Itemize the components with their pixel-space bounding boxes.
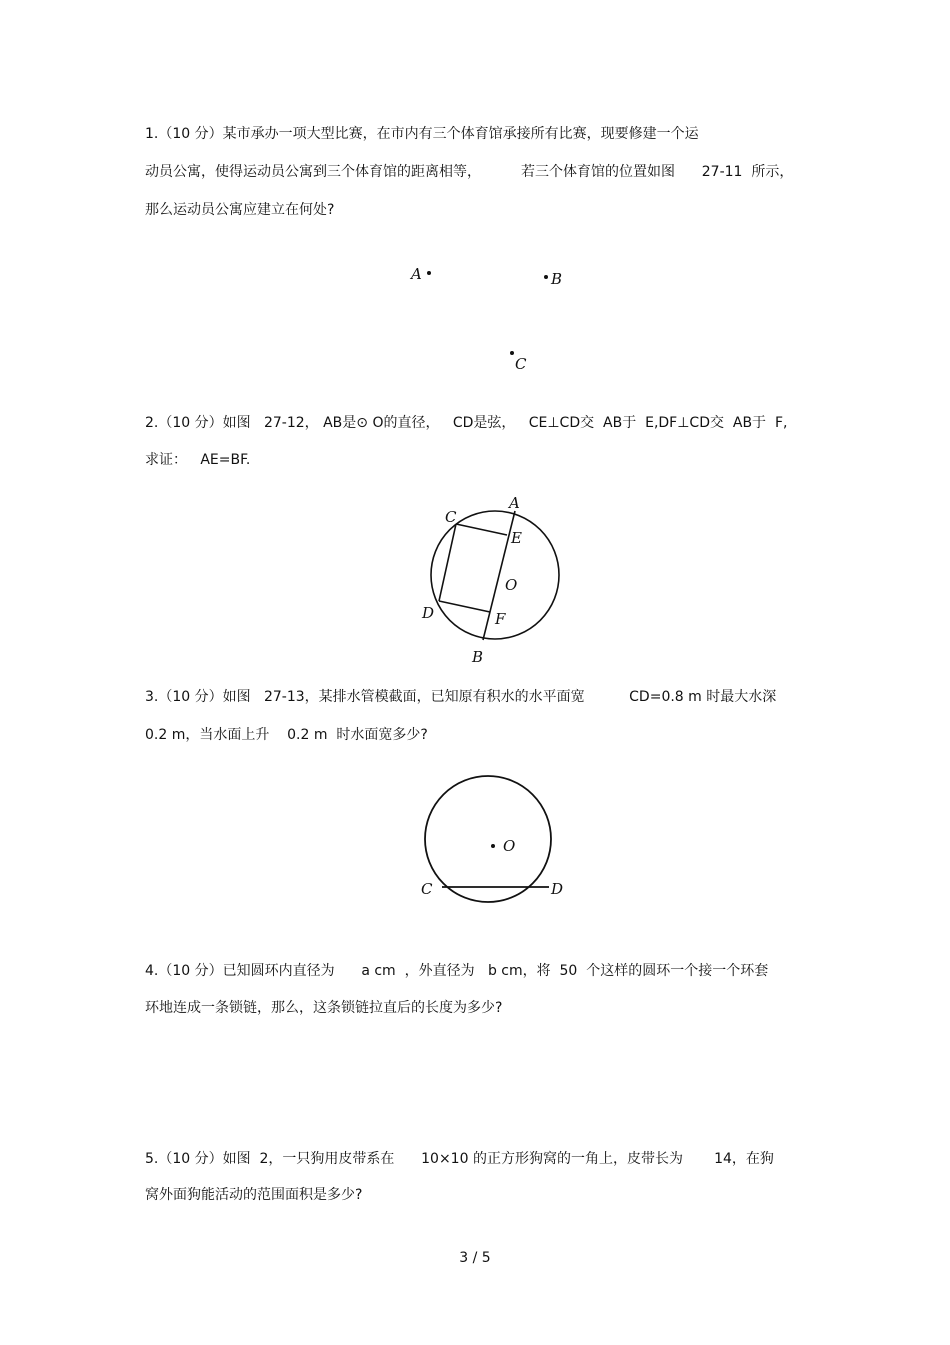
pipe-circle (425, 776, 551, 902)
q1-line-1: 1.（10 分）某市承办一项大型比赛，在市内有三个体育馆承接所有比赛，现要修建一个运 (145, 126, 699, 142)
q4-line-2: 环地连成一条锁链，那么，这条锁链拉直后的长度为多少? (145, 1000, 503, 1016)
figure-27-13 (410, 770, 580, 920)
point-c-label: C (515, 355, 527, 373)
label-o: O (505, 576, 518, 594)
q3-line-1: 3.（10 分）如图 27-13，某排水管模截面，已知原有积水的水平面宽 CD=0.8 m 时最大水深 (145, 689, 777, 705)
label-e: E (511, 529, 522, 547)
q4-line-1: 4.（10 分）已知圆环内直径为 a cm ，外直径为 b cm，将 50 个这样的圆环一个接一个环套 (145, 963, 769, 979)
chord-cd (439, 524, 456, 601)
label-d: D (422, 604, 435, 622)
q2-line-1: 2.（10 分）如图 27-12， AB是⊙ O的直径， CD是弦， CE⊥CD交 AB于 E,DF⊥CD交 AB于 F, (145, 415, 788, 431)
figure-27-11 (400, 255, 580, 380)
label-a: A (509, 494, 520, 512)
label-c: C (445, 508, 457, 526)
q1-line-2: 动员公寓，使得运动员公寓到三个体育馆的距离相等， 若三个体育馆的位置如图 27-11 所示， (145, 164, 794, 180)
point-c-dot (510, 351, 514, 355)
point-b-label: B (551, 270, 563, 288)
point-a-label: A (411, 265, 422, 283)
label-d: D (551, 880, 564, 898)
segment-df (439, 601, 490, 612)
label-b: B (472, 648, 484, 666)
segment-ce (456, 524, 507, 535)
point-a-dot (427, 271, 431, 275)
label-o: O (503, 837, 516, 855)
label-f: F (495, 610, 506, 628)
figure-27-12 (410, 490, 580, 670)
q5-line-1: 5.（10 分）如图 2，一只狗用皮带系在 10×10 的正方形狗窝的一角上，皮带长为 14，在狗 (145, 1151, 774, 1167)
q1-line-3: 那么运动员公寓应建立在何处? (145, 202, 335, 218)
q2-line-2: 求证： AE=BF. (145, 452, 251, 468)
center-o-dot (491, 844, 495, 848)
label-c: C (421, 880, 433, 898)
page-number: 3 / 5 (459, 1250, 491, 1266)
q5-line-2: 窝外面狗能活动的范围面积是多少? (145, 1187, 363, 1203)
q3-line-2: 0.2 m，当水面上升 0.2 m 时水面宽多少? (145, 727, 428, 743)
point-b-dot (544, 275, 548, 279)
